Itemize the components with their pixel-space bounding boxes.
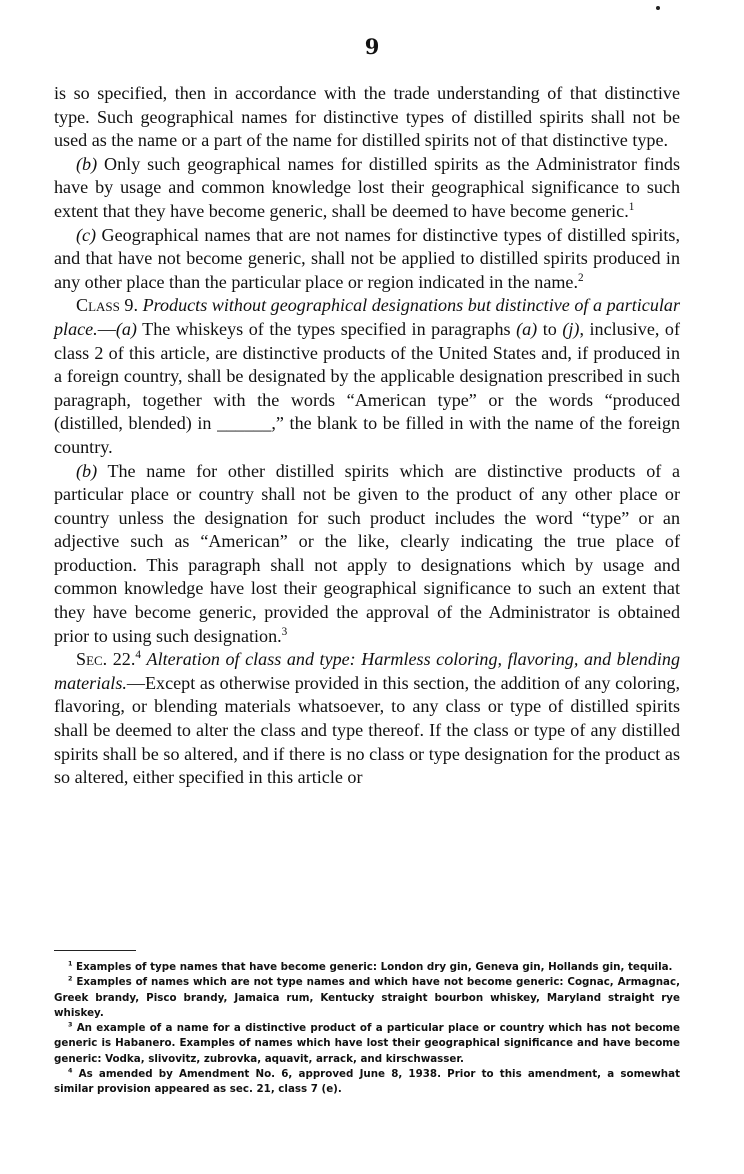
paragraph-label: (b) <box>76 460 98 481</box>
footnote-4 <box>54 1067 680 1098</box>
paragraph-ref: (a) <box>516 318 538 339</box>
footnote-text: As amended by Amendment No. 6, approved June 8, 1938. Prior to this amendment, a somewhat similar provision appeared as sec. 21, class 7 (e). <box>54 1068 680 1096</box>
class-heading: Products without geographical designations but distinctive of a particular place. <box>54 295 681 339</box>
footnote-text: Examples of names which are not type names and which have not become generic: Cognac, Armagnac, Greek brandy, Pisco brandy, Jamaica rum, Kentucky straight bourbon whiskey, Maryland straight rye whiskey. <box>54 976 680 1019</box>
paragraph-text: , inclusive, of class 2 of this article, are distinctive products of the United States and, if produced in a foreign country, shall be designated by the applicable designation prescribed in such paragraph, together with the words “American type” or the words “produced (distilled, blended) in ______,” the blank to be filled in with the name of the foreign country. <box>54 318 680 457</box>
footnote-text: Examples of type names that have become generic: London dry gin, Geneva gin, Hollands gin, tequila. <box>76 961 673 973</box>
section-heading: Alteration of class and type: Harmless coloring, flavoring, and blending materials. <box>54 649 680 693</box>
class-9-paragraph <box>54 294 680 459</box>
paragraph-label: (a) <box>115 318 137 339</box>
footnote-number: 4 <box>68 1066 73 1075</box>
footnote-1 <box>54 960 680 975</box>
paragraph-text: Geographical names that are not names for distinctive types of distilled spirits, and that have not become generic, shall not be applied to distilled spirits produced in any other place than the particular place or region indicated in the name. <box>54 224 680 292</box>
paragraph-c-place-names <box>54 224 680 295</box>
body-text <box>54 82 680 790</box>
section-label: Sec. 22. <box>76 649 136 670</box>
paragraph-label: (c) <box>76 224 97 245</box>
paragraph-label: (b) <box>76 153 98 174</box>
footnote-ref: 3 <box>281 625 288 638</box>
class-label: Class 9. <box>76 295 138 316</box>
paragraph-text: The name for other distilled spirits which are distinctive products of a particular place or country shall not be given to the product of any other place or country unless the designation for such product includes the word “type” or an adjective such as “American” or the like, clearly indicating the true place of production. This paragraph shall not apply to designations which by usage and common knowledge have lost their geographical significance to such an extent that they have become generic, provided the approval of the Administrator is obtained prior to using such designation. <box>54 460 680 646</box>
paragraph-text: Only such geographical names for distilled spirits as the Administrator finds have by usage and common knowledge lost their geographical significance to such extent that they have become generic, shall be deemed to have become generic. <box>54 153 680 221</box>
footnote-number: 3 <box>68 1020 73 1029</box>
paragraph-b-distinctive-products <box>54 460 680 649</box>
paragraph-continuation <box>54 82 680 153</box>
footnotes <box>54 960 680 1098</box>
paragraph-ref: (j) <box>562 318 580 339</box>
scan-speck <box>656 6 660 10</box>
em-dash: — <box>97 318 116 339</box>
section-22-paragraph <box>54 648 680 790</box>
footnote-ref: 1 <box>628 200 635 213</box>
paragraph-text: is so specified, then in accordance with the trade understanding of that distinctive type. Such geographical names for distinctive types of distilled spirits shall not be used as the name or a part of the name for distilled spirits not of that distinctive type. <box>54 83 680 151</box>
footnote-ref: 2 <box>578 271 584 284</box>
footnote-divider <box>54 950 136 951</box>
footnote-text: An example of a name for a distinctive product of a particular place or country which has not become generic is Habanero. Examples of names which have lost their geographical significance and have become generic: Vodka, slivovitz, zubrovka, aquavit, arrack, and kirschwasser. <box>54 1022 680 1065</box>
paragraph-b-generic-names <box>54 153 680 224</box>
paragraph-text: —Except as otherwise provided in this section, the addition of any coloring, flavoring, or blending materials whatsoever, to any class or type of distilled spirits shall be deemed to alter the class and type thereof. If the class or type of any distilled spirits shall be so altered, and if there is no class or type designation for the product as so altered, either specified in this article or <box>54 672 680 788</box>
footnote-ref: 4 <box>135 649 141 662</box>
paragraph-text: The whiskeys of the types specified in paragraphs <box>136 318 517 339</box>
footnote-3 <box>54 1021 680 1067</box>
footnote-number: 2 <box>68 974 73 983</box>
footnote-2 <box>54 975 680 1021</box>
paragraph-text: to <box>537 318 563 339</box>
footnote-number: 1 <box>68 959 73 968</box>
page-number: 9 <box>364 34 380 59</box>
